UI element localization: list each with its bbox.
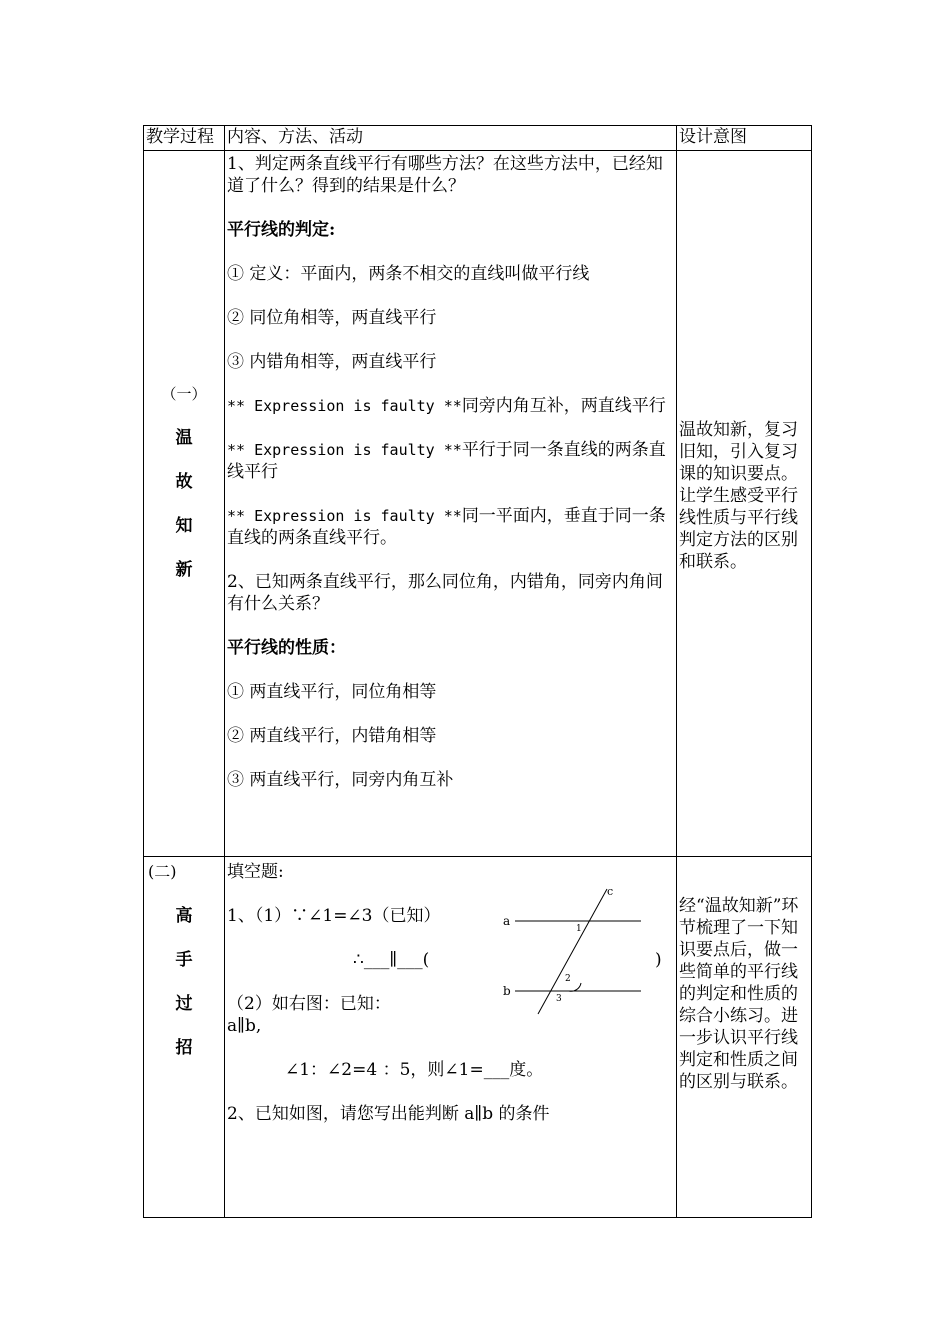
section2-title-char: 高	[175, 906, 193, 926]
section1-title-char: 新	[175, 560, 193, 580]
section1-row	[144, 151, 812, 857]
problem1-paren: )	[655, 950, 662, 970]
section2-title-char: 手	[175, 950, 193, 970]
faulty-prefix: ** Expression is faulty **	[227, 441, 462, 459]
faulty-item: ** Expression is faulty **同一平面内，垂直于同一条直线的两条直线平行。	[227, 506, 666, 548]
label-angle-3: 3	[556, 994, 562, 1004]
section1-number: （一）	[161, 385, 207, 403]
problem1-line1: 1、（1）∵∠1=∠3（已知）	[227, 906, 441, 926]
faulty-prefix: ** Expression is faulty **	[227, 507, 462, 525]
property-item: ② 两直线平行，内错角相等	[227, 726, 437, 746]
section2-content	[225, 857, 677, 1218]
lesson-table	[143, 125, 812, 1218]
section1-content	[225, 151, 677, 857]
question-1: 1、判定两条直线平行有哪些方法？在这些方法中，已经知道了什么？得到的结果是什么？	[227, 154, 663, 196]
problem2-line1: （2）如右图：已知：	[227, 994, 391, 1014]
problem1-blank: ∴___∥___(	[353, 950, 430, 970]
property-title: 平行线的性质：	[227, 638, 346, 658]
label-angle-2: 2	[565, 974, 571, 984]
label-b: b	[503, 984, 511, 998]
section2-stage	[144, 857, 225, 1218]
judge-title: 平行线的判定:	[227, 220, 336, 240]
header-process: 教学过程	[144, 126, 225, 151]
header-content: 内容、方法、活动	[225, 126, 677, 151]
property-item: ① 两直线平行，同位角相等	[227, 682, 437, 702]
judge-item: ① 定义：平面内，两条不相交的直线叫做平行线	[227, 264, 590, 284]
header-intent: 设计意图	[677, 126, 812, 151]
angle-2-arc	[569, 983, 581, 991]
faulty-item: ** Expression is faulty **同旁内角互补，两直线平行	[227, 396, 666, 416]
section1-title-char: 知	[175, 516, 193, 536]
section1-title-char: 故	[175, 472, 193, 492]
judge-item: ② 同位角相等，两直线平行	[227, 308, 437, 328]
section2-row	[144, 857, 812, 1218]
faulty-prefix: ** Expression is faulty **	[227, 397, 462, 415]
label-a: a	[503, 914, 511, 928]
label-angle-1: 1	[576, 924, 582, 934]
line-c	[538, 889, 607, 1014]
section1-intent	[677, 151, 812, 857]
section2-intent-text: 经“温故知新”环节梳理了一下知识要点后，做一些简单的平行线的判定和性质的综合小练习。进一步认识平行线判定和性质之间的区别与联系。	[679, 896, 799, 1092]
problem2-line3: ∠1：∠2=4 ：5，则∠1=___度。	[285, 1060, 544, 1080]
section2-title-char: 招	[175, 1038, 193, 1058]
fill-title: 填空题:	[227, 862, 284, 882]
question-2b: 2、已知如图，请您写出能判断 a∥b 的条件	[227, 1104, 550, 1124]
section1-stage	[144, 151, 225, 857]
label-c: c	[607, 885, 614, 898]
problem2-line2: a∥b,	[227, 1016, 262, 1036]
faulty-item: ** Expression is faulty **平行于同一条直线的两条直线平行	[227, 440, 666, 482]
question-2: 2、已知两条直线平行，那么同位角，内错角，同旁内角间有什么关系？	[227, 572, 663, 614]
judge-item: ③ 内错角相等，两直线平行	[227, 352, 437, 372]
section2-number: (二)	[148, 862, 177, 881]
parallel-lines-figure	[503, 879, 663, 1019]
header-row	[144, 126, 812, 151]
section2-intent	[677, 857, 812, 1218]
section2-title-char: 过	[175, 994, 193, 1014]
section1-title-char: 温	[175, 428, 193, 448]
section1-intent-text: 温故知新，复习旧知，引入复习课的知识要点。让学生感受平行线性质与平行线判定方法的区别和联系。	[679, 420, 798, 572]
property-item: ③ 两直线平行，同旁内角互补	[227, 770, 454, 790]
